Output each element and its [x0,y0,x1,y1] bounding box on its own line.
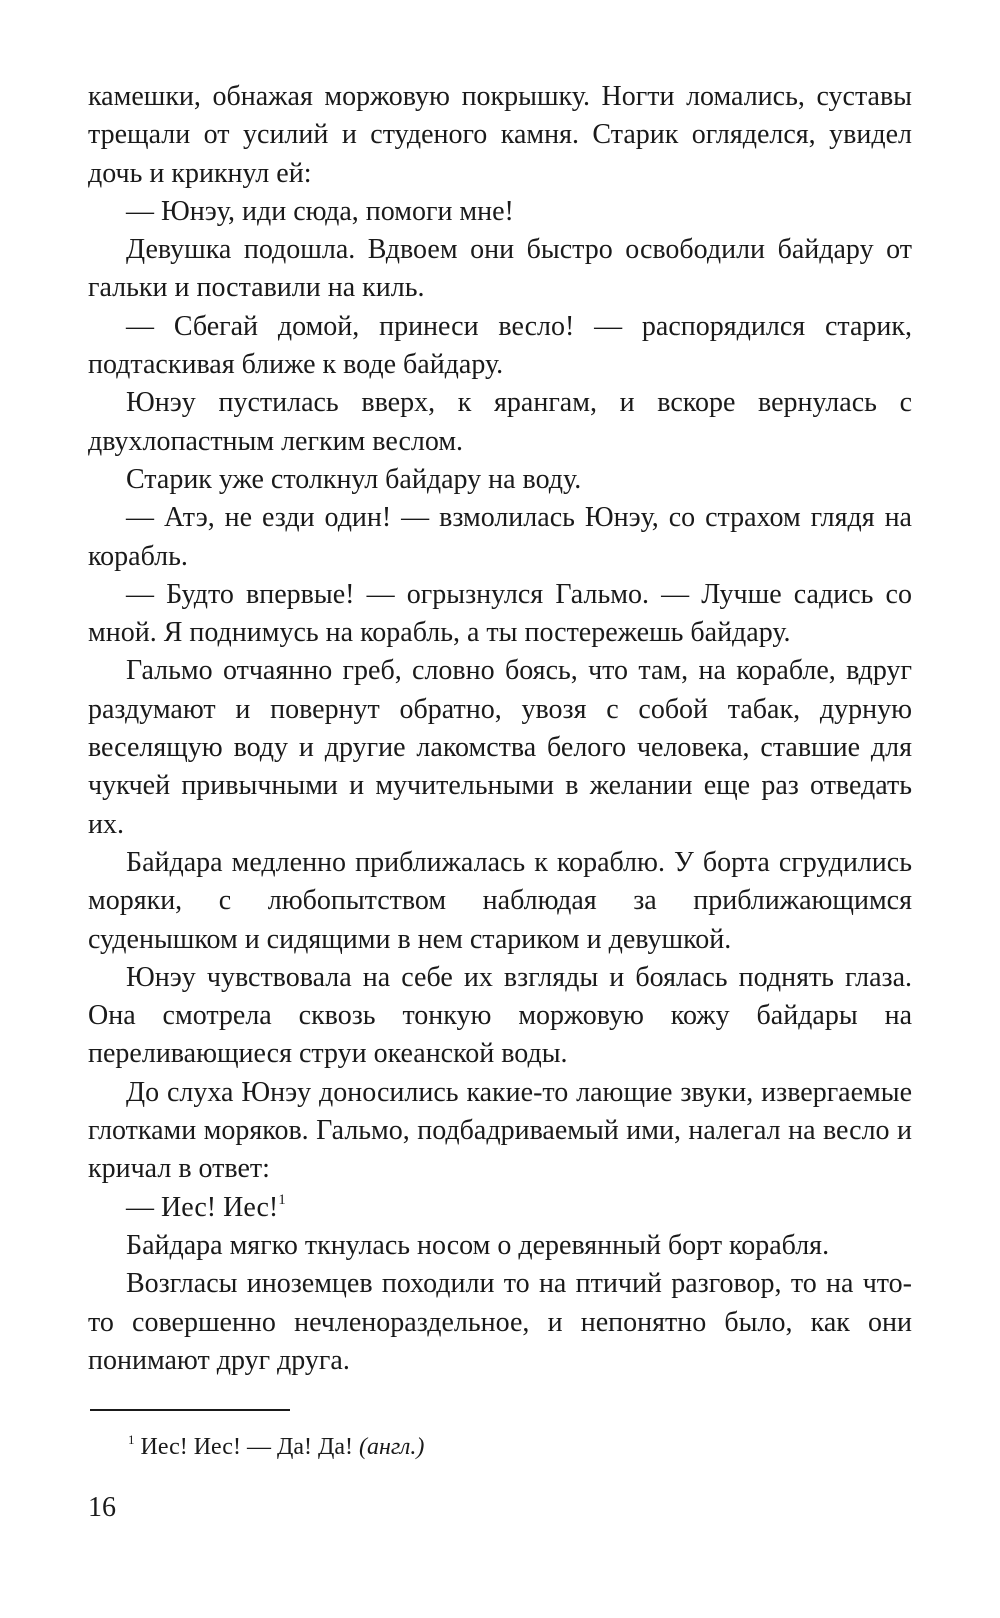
footnote-text: Иес! Иес! — Да! Да! [140,1434,353,1460]
paragraph: Возгласы иноземцев походили то на птичий разговор, то на что-то совершенно нечленораздельное, и непонятно было, как они понимают друг друга. [88,1268,912,1376]
paragraph: Байдара мягко ткнулась носом о деревянный борт корабля. [126,1229,830,1261]
paragraph-with-footnote [88,1189,912,1227]
paragraph: Байдара медленно приближалась к кораблю. У борта сгрудились моряки, с любопытством наблюдая за приближающимся суденышком и сидящими в нем стариком и девушкой. [88,846,912,955]
paragraph: камешки, обнажая моржовую покрышку. Ногти ломались, суставы трещали от усилий и студеного камня. Старик огляделся, увидел дочь и крикнул ей: [88,81,912,189]
exclamation-text: — Иес! Иес! [126,1191,279,1223]
footnote-language: (англ.) [358,1434,425,1460]
footnote [128,1432,424,1462]
footnote-marker: 1 [128,1432,135,1447]
paragraph: До слуха Юнэу доносились какие-то лающие звуки, извергаемые глотками моряков. Гальмо, подбадриваемый ими, налегал на весло и кричал в ответ: [88,1076,912,1185]
paragraph: Девушка подошла. Вдвоем они быстро освободили байдару от гальки и поставили на киль. [88,234,912,304]
page-body [88,78,912,1380]
paragraph: Гальмо отчаянно греб, словно боясь, что там, на корабле, вдруг раздумают и повернут обратно, увозя с собой табак, дурную веселящую воду и другие лакомства белого человека, ставшие для чукчей привычными и мучительными в желании еще раз отведать их. [88,655,912,840]
page-number: 16 [88,1492,116,1523]
paragraph: — Будто впервые! — огрызнулся Гальмо. — Лучше садись со мной. Я поднимусь на корабль, а ты постережешь байдару. [88,578,912,649]
main-text [88,78,912,1380]
footnote-divider [90,1409,290,1411]
paragraph: Старик уже столкнул байдару на воду. [126,463,582,495]
paragraph: — Атэ, не езди один! — взмолилась Юнэу, со страхом глядя на корабль. [88,502,912,572]
paragraph: Юнэу чувствовала на себе их взгляды и боялась поднять глаза. Она смотрела сквозь тонкую моржовую кожу байдары на переливающиеся струи океанской воды. [88,961,912,1070]
paragraph: — Юнэу, иди сюда, помоги мне! [126,195,514,227]
paragraph: Юнэу пустилась вверх, к ярангам, и вскоре вернулась с двухлопастным легким веслом. [88,387,912,457]
paragraph: — Сбегай домой, принеси весло! — распорядился старик, подтаскивая ближе к воде байдару. [88,310,912,381]
footnote-reference[interactable]: 1 [278,1191,286,1208]
